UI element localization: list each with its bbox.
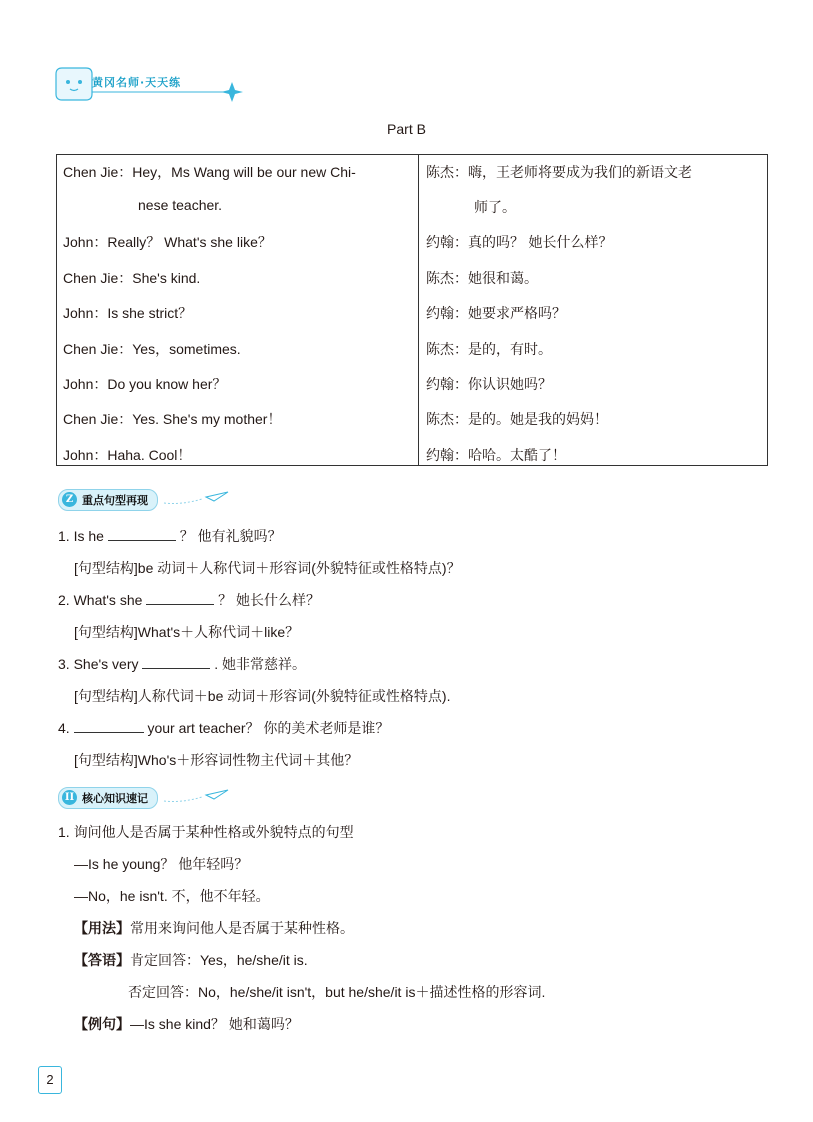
dialogue-zh-line: 陈杰：嗨，王老师将要成为我们的新语文老 bbox=[426, 165, 692, 181]
example-text: —Is she kind？ 她和蔼吗？ bbox=[130, 1016, 299, 1032]
banner-badge-letter: Z bbox=[62, 492, 77, 507]
table-divider bbox=[418, 154, 419, 466]
key-sentence-item bbox=[58, 654, 306, 674]
dialogue-en-line: Chen Jie：Yes. She's my mother！ bbox=[63, 411, 282, 427]
dialogue-en-line: nese teacher. bbox=[138, 197, 223, 213]
usage-label: 【用法】 bbox=[74, 920, 130, 936]
header-title: 黄冈名师·天天练 bbox=[92, 76, 182, 89]
sentence-structure: [句型结构]What's＋人称代词＋like？ bbox=[74, 624, 300, 640]
dialogue-zh-line: 陈杰：她很和蔼。 bbox=[426, 271, 538, 287]
item-number: 3. bbox=[58, 656, 70, 672]
answer-blank[interactable] bbox=[108, 526, 176, 541]
item-text: She's very bbox=[73, 656, 139, 672]
dialogue-zh-line: 师了。 bbox=[474, 200, 516, 216]
part-title: Part B bbox=[387, 121, 426, 137]
example-answer: —No，he isn't. 不，他不年轻。 bbox=[74, 888, 270, 904]
paper-plane-icon bbox=[162, 789, 232, 805]
page-number: 2 bbox=[38, 1066, 62, 1094]
item-number: 4. bbox=[58, 720, 70, 736]
item-text: Is he bbox=[73, 528, 104, 544]
sentence-structure: [句型结构]人称代词＋be 动词＋形容词(外貌特征或性格特点). bbox=[74, 688, 451, 704]
answer-note bbox=[74, 950, 308, 970]
answer-negative: 否定回答：No，he/she/it isn't，but he/she/it is＋描述性格的形容词. bbox=[128, 984, 546, 1000]
example-note bbox=[74, 1014, 299, 1034]
answer-label: 【答语】 bbox=[74, 952, 130, 968]
dialogue-en-line: Chen Jie：She's kind. bbox=[63, 270, 201, 286]
item-text: What's she bbox=[73, 592, 143, 608]
usage-text: 常用来询问他人是否属于某种性格。 bbox=[130, 920, 354, 936]
key-sentence-item bbox=[58, 590, 320, 610]
dialogue-en-line: Chen Jie：Hey，Ms Wang will be our new Chi- bbox=[63, 164, 356, 180]
banner-badge-letter: II bbox=[62, 790, 77, 805]
answer-blank[interactable] bbox=[142, 654, 210, 669]
section-banner-key-sentences bbox=[58, 489, 238, 511]
item-text: your art teacher？ 你的美术老师是谁？ bbox=[147, 720, 390, 736]
example-label: 【例句】 bbox=[74, 1016, 130, 1032]
answer-blank[interactable] bbox=[146, 590, 214, 605]
dialogue-en-line: John：Really？ What's she like？ bbox=[63, 234, 272, 250]
sentence-structure: [句型结构]be 动词＋人称代词＋形容词(外貌特征或性格特点)？ bbox=[74, 560, 461, 576]
item-number: 2. bbox=[58, 592, 70, 608]
key-sentence-item bbox=[58, 718, 389, 738]
dialogue-en-line: John：Do you know her？ bbox=[63, 376, 227, 392]
section-banner-core-knowledge bbox=[58, 787, 238, 809]
item-text: ？ 他有礼貌吗？ bbox=[179, 528, 282, 544]
banner-title: 核心知识速记 bbox=[82, 792, 148, 805]
dialogue-zh-line: 约翰：你认识她吗？ bbox=[426, 377, 552, 393]
answer-blank[interactable] bbox=[74, 718, 144, 733]
paper-plane-icon bbox=[162, 491, 232, 507]
dialogue-en-line: John：Is she strict？ bbox=[63, 305, 193, 321]
dialogue-zh-line: 陈杰：是的。她是我的妈妈！ bbox=[426, 412, 608, 428]
item-text: ？ 她长什么样？ bbox=[218, 592, 321, 608]
answer-positive: 肯定回答：Yes，he/she/it is. bbox=[130, 952, 308, 968]
dialogue-zh-line: 约翰：真的吗？ 她长什么样？ bbox=[426, 235, 613, 251]
item-number: 1. bbox=[58, 528, 70, 544]
example-question: —Is he young？ 他年轻吗？ bbox=[74, 856, 249, 872]
dialogue-zh-line: 陈杰：是的，有时。 bbox=[426, 342, 552, 358]
sentence-structure: [句型结构]Who's＋形容词性物主代词＋其他？ bbox=[74, 752, 359, 768]
dialogue-en-line: John：Haha. Cool！ bbox=[63, 447, 192, 463]
knowledge-point-title: 1. 询问他人是否属于某种性格或外貌特点的句型 bbox=[58, 824, 354, 840]
item-text: . 她非常慈祥。 bbox=[214, 656, 307, 672]
banner-title: 重点句型再现 bbox=[82, 494, 148, 507]
dialogue-zh-line: 约翰：哈哈。太酷了！ bbox=[426, 448, 566, 464]
dialogue-en-line: Chen Jie：Yes，sometimes. bbox=[63, 341, 241, 357]
usage-note bbox=[74, 918, 354, 938]
key-sentence-item bbox=[58, 526, 282, 546]
dialogue-zh-line: 约翰：她要求严格吗？ bbox=[426, 306, 566, 322]
